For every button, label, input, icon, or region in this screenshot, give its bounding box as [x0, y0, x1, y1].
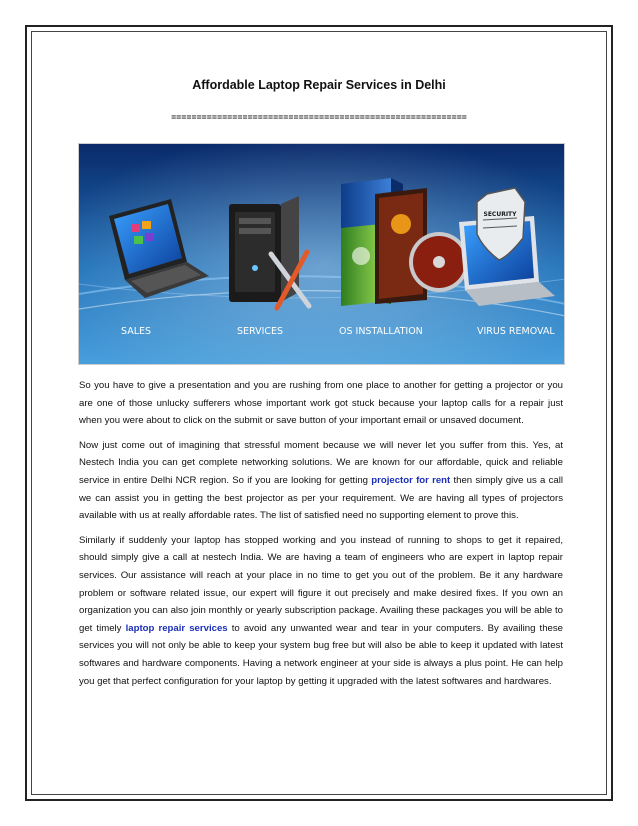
article-body	[79, 377, 563, 697]
paragraph-1	[79, 377, 563, 430]
paragraph-3	[79, 532, 563, 690]
shield-text: SECURITY	[483, 211, 517, 218]
paragraph-3-text-before: Similarly if suddenly your laptop has stopped working and you instead of running to shops to get it repaired, should simply give a call at nestech India. We are having a team of engineers who are expert in laptop repair services. Our assistance will reach at your place in no time to get you out of the problem. Be it any hardware problem or software related issue, our expert will figure it out precisely and make desired fixes. If you own an organization you can also join monthly or yearly subscription package. Availing these packages you will be able to get timely	[79, 534, 563, 634]
paragraph-2	[79, 437, 563, 525]
separator-line: ==========================================================	[171, 113, 467, 123]
banner-label-os-installation: OS INSTALLATION	[339, 326, 423, 337]
paragraph-2-text-before: Now just come out of imagining that stressful moment because we will never let you suffer from this. Yes, at Nestech India you can get complete networking solutions. We are known for our affordable, quick and reliable service in entire Delhi NCR region. So if you are looking for getting	[79, 439, 563, 486]
paragraph-2-text-after: then simply give us a call we can assist you in getting the best projector as per your requirement. We are having all types of projectors available with us at really affordable rates. The list of satisfied need no supporting element to prove this.	[79, 474, 564, 522]
projector-for-rent-link[interactable]: projector for rent	[371, 474, 451, 486]
laptop-repair-services-link[interactable]: laptop repair services	[125, 622, 228, 634]
banner-label-virus-removal: VIRUS REMOVAL	[477, 326, 555, 337]
banner-label-services: SERVICES	[237, 326, 284, 337]
paragraph-3-text-after: to avoid any unwanted wear and tear in your computers. By availing these services you will not only be able to keep your system bug free but will also be able to keep it updated with latest softwares and hardware components. Having a network engineer at your side is always a plus point. He can help you get that perfect configuration for your laptop by getting it upgraded with the latest softwares and hardwares.	[79, 622, 563, 687]
desktop-tools-icon	[229, 196, 309, 308]
banner-label-sales: SALES	[121, 326, 152, 337]
banner-illustration	[79, 144, 565, 365]
document-title: Affordable Laptop Repair Services in Delhi	[192, 78, 446, 92]
paragraph-1-text: So you have to give a presentation and you are rushing from one place to another for getting a projector or you are one of those unlucky sufferers whose important work got stuck because your laptop calls for a repair just when you were about to click on the submit or save button of your important email or unsaved document.	[79, 380, 563, 427]
services-banner-image	[78, 143, 565, 365]
